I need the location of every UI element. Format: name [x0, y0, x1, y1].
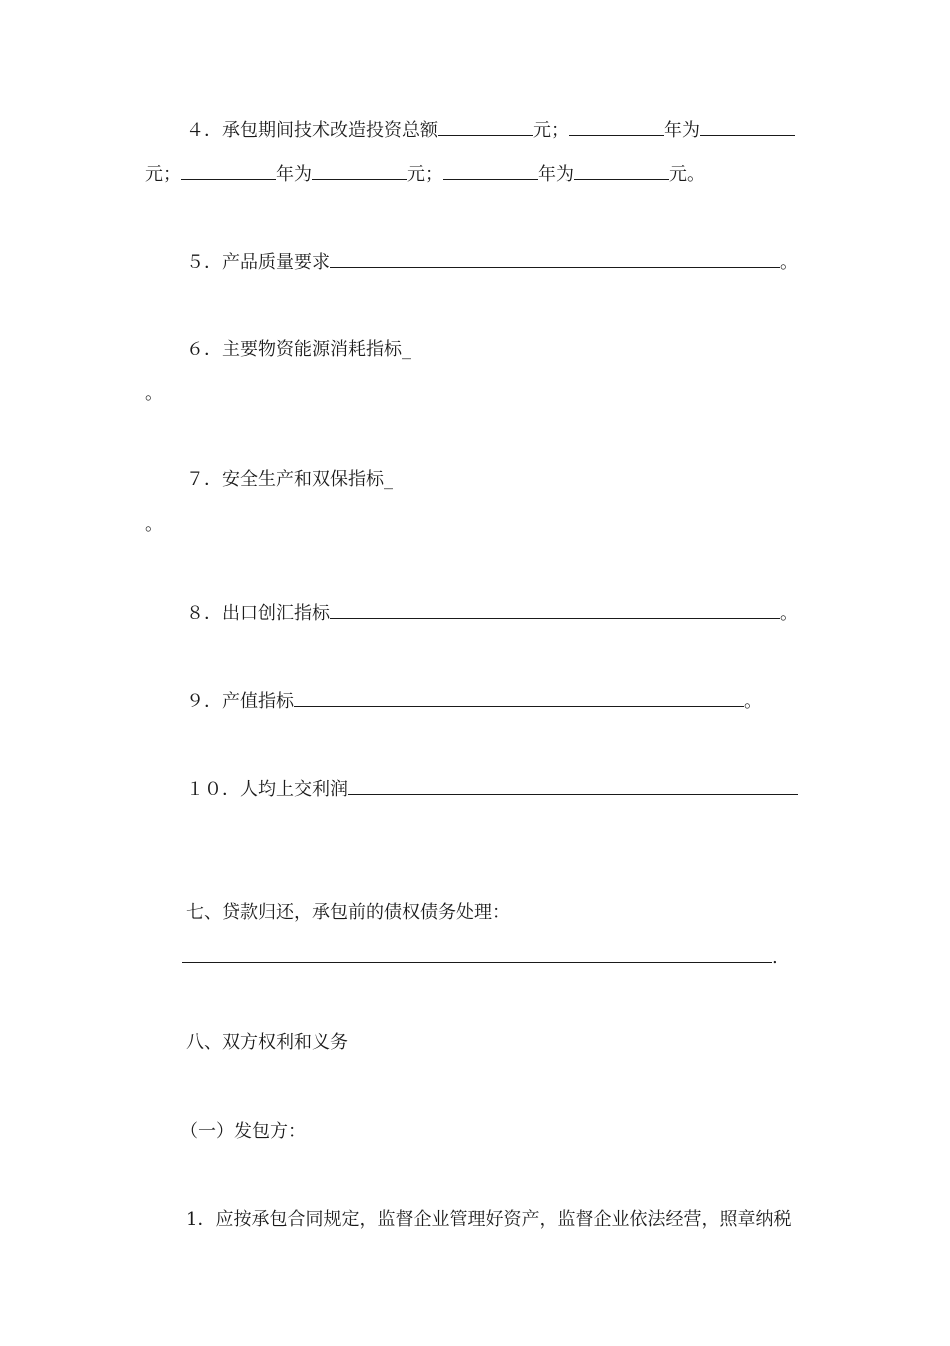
blank-field[interactable] [181, 161, 276, 180]
blank-field[interactable] [294, 688, 744, 707]
blank-field[interactable] [348, 776, 798, 795]
item8-line [186, 600, 798, 626]
item4-label: ４．承包期间技术改造投资总额 [186, 120, 438, 141]
item9-label: ９．产值指标 [186, 691, 294, 712]
item10-label: １０．人均上交利润 [186, 779, 348, 800]
item5-line [186, 249, 798, 275]
text-segment: 年为 [276, 164, 312, 185]
blank-field[interactable] [700, 117, 795, 136]
item8-end: 。 [780, 603, 798, 624]
item9-line [186, 688, 762, 714]
blank-field[interactable] [574, 161, 669, 180]
text-segment: 年为 [664, 120, 700, 141]
clause1-text: 1．应按承包合同规定，监督企业管理好资产，监督企业依法经营，照章纳税 [186, 1209, 792, 1230]
blank-field[interactable] [330, 249, 780, 268]
item7-label: ７．安全生产和双保指标_ [186, 469, 393, 490]
item6-label: ６．主要物资能源消耗指标_ [186, 339, 411, 360]
blank-field[interactable] [330, 600, 780, 619]
item7-end: 。 [145, 514, 163, 535]
section7-blank-line [182, 944, 778, 970]
section7-end: . [772, 947, 778, 968]
blank-field[interactable] [443, 161, 538, 180]
text-segment: 元； [145, 164, 181, 185]
item5-end: 。 [780, 252, 798, 273]
section8-heading: 八、双方权利和义务 [186, 1032, 348, 1053]
item6-end: 。 [145, 383, 163, 404]
item9-end: 。 [744, 691, 762, 712]
item5-label: ５．产品质量要求 [186, 252, 330, 273]
item8-label: ８．出口创汇指标 [186, 603, 330, 624]
text-segment: 年为 [538, 164, 574, 185]
item7-line [186, 468, 393, 492]
item6-line [186, 338, 411, 362]
party-heading: （一）发包方： [180, 1121, 306, 1142]
blank-field[interactable] [438, 117, 533, 136]
section7-heading: 七、贷款归还，承包前的债权债务处理： [186, 902, 510, 923]
blank-field[interactable] [182, 944, 772, 963]
text-segment: 元； [407, 164, 443, 185]
item10-line [186, 776, 798, 802]
blank-field[interactable] [312, 161, 407, 180]
blank-field[interactable] [569, 117, 664, 136]
text-segment: 元。 [669, 164, 705, 185]
item4-line1 [186, 117, 795, 143]
item4-line2 [145, 161, 705, 187]
text-segment: 元； [533, 120, 569, 141]
